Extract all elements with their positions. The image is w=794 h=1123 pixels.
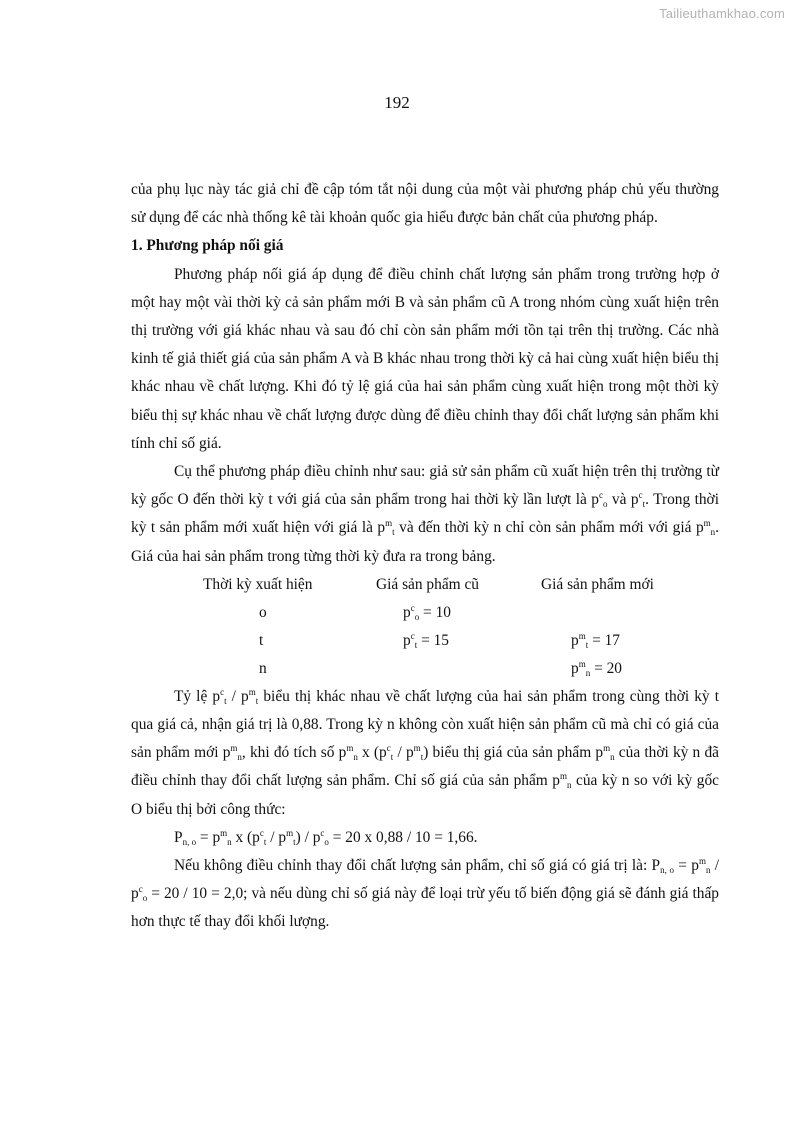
paragraph-1: Phương pháp nối giá áp dụng để điều chỉnh chất lượng sản phẩm trong trường hợp ở một hay một vài thời kỳ cả sản phẩm mới B và sản phẩm cũ A trong nhóm cùng xuất hiện trên thị trường với giá khác nhau và sau đó chỉ còn sản phẩm mới tồn tại trên thị trường. Các nhà kinh tế giả thiết giá của sản phẩm A và B khác nhau trong thời kỳ cả hai cùng xuất hiện biểu thị khác nhau về chất lượng. Khi đó tỷ lệ giá của hai sản phẩm cùng xuất hiện trong một thời kỳ biểu thị sự khác nhau về chất lượng được dùng để điều chỉnh thay đổi chất lượng sản phẩm khi tính chỉ số giá. <box>131 265 719 452</box>
table-header-old-price: Giá sản phẩm cũ <box>376 575 480 593</box>
watermark: Tailieuthamkhao.com <box>659 6 785 21</box>
table-cell-new-price: $p^m_n = 20$ <box>571 658 622 678</box>
table-cell-period: n <box>259 659 267 677</box>
intro-paragraph: của phụ lục này tác giả chỉ đề cập tóm tắt nội dung của một vài phương pháp chủ yếu thường sử dụng để các nhà thống kê tài khoản quốc gia hiểu được bản chất của phương pháp. <box>131 181 719 227</box>
table-row <box>131 599 719 627</box>
price-table <box>131 571 719 683</box>
paragraph-4: Nếu không điều chỉnh thay đổi chất lượng sản phẩm, chỉ số giá có giá trị là: $P_{n, o} = p^m_n / p^c_o = 20 / 10 = 2,0$; và nếu dùng chỉ số giá này để loại trừ yếu tố biến động giá sẽ đánh giá thấp hơn thực tế thay đổi khối lượng. <box>131 856 719 931</box>
page-number: 192 <box>384 93 410 112</box>
table-row <box>131 627 719 655</box>
document-body <box>131 176 719 937</box>
table-header-period: Thời kỳ xuất hiện <box>203 575 313 593</box>
table-header-new-price: Giá sản phẩm mới <box>541 575 654 593</box>
table-cell-old-price: $p^c_t = 15$ <box>403 630 449 650</box>
paragraph-2: Cụ thể phương pháp điều chỉnh như sau: giả sử sản phẩm cũ xuất hiện trên thị trường từ kỳ gốc O đến thời kỳ t với giá của sản phẩm trong hai thời kỳ lần lượt là $p^c_o$ và $p^c_t$. Trong thời kỳ t sản phẩm mới xuất hiện với giá là $p^m_t$ và đến thời kỳ n chỉ còn sản phẩm mới với giá $p^m_n$. Giá của hai sản phẩm trong từng thời kỳ đưa ra trong bảng. <box>131 463 720 565</box>
table-cell-period: t <box>259 631 264 649</box>
table-cell-new-price: $p^m_t = 17$ <box>571 630 621 650</box>
formula-adjusted-index: $P_{n, o} = p^m_n$ x $(p^c_t / p^m_t) / p^c_o = 20$ x 0,88 / 10 = 1,66. <box>174 827 478 847</box>
section-heading: 1. Phương pháp nối giá <box>131 237 284 255</box>
table-cell-period: o <box>259 603 267 621</box>
table-header-row <box>131 571 719 599</box>
table-cell-old-price: $p^c_o = 10$ <box>403 602 451 622</box>
paragraph-3: Tỷ lệ $p^c_t / p^m_t$ biểu thị khác nhau về chất lượng của hai sản phẩm trong cùng thời kỳ t qua giá cả, nhận giá trị là 0,88. Trong kỳ n không còn xuất hiện sản phẩm cũ mà chỉ có giá của sản phẩm mới $p^m_n$, khi đó tích số $p^m_n$ x $(p^c_t / p^m_t)$ biểu thị giá của sản phẩm $p^m_n$ của thời kỳ n đã điều chỉnh thay đổi chất lượng sản phẩm. Chỉ số giá của sản phẩm $p^m_n$ của kỳ n so với kỳ gốc O biểu thị bởi công thức: <box>131 686 719 818</box>
table-row <box>131 655 719 683</box>
